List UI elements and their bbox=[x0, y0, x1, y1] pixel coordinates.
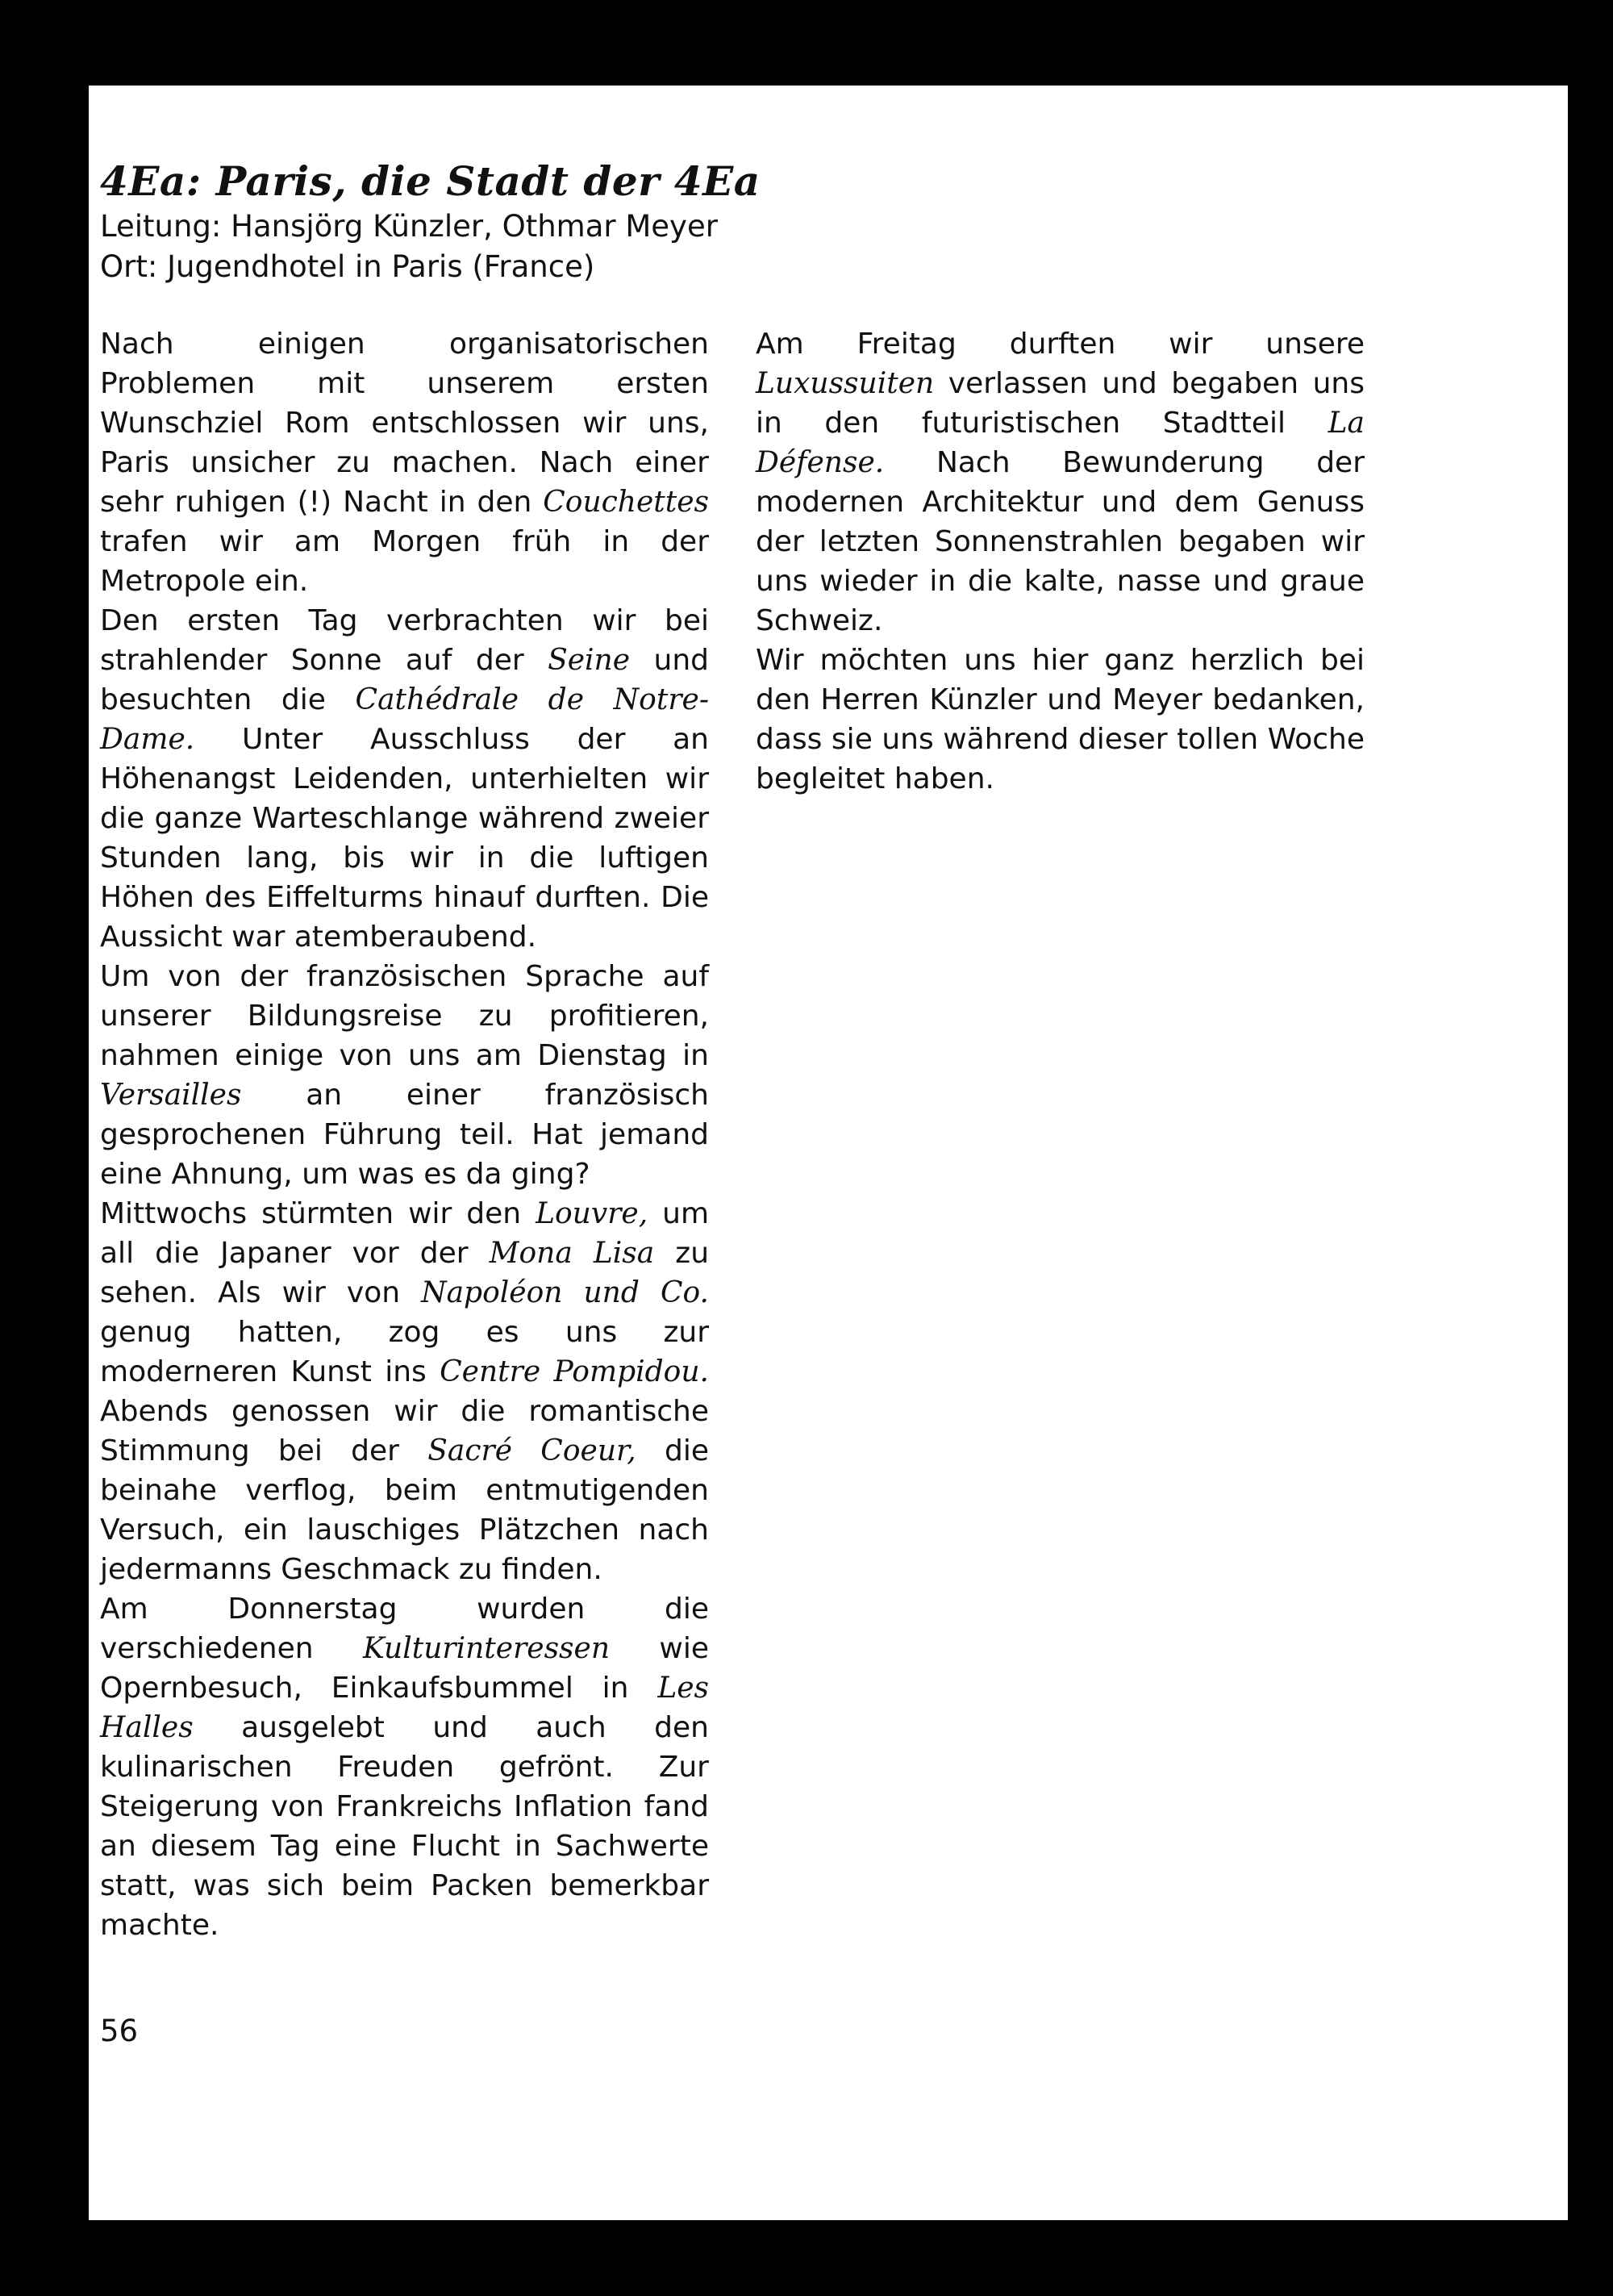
text-run: Um von der französischen Sprache auf unserer Bildungsreise zu profitieren, nahmen einige von uns am Dienstag in bbox=[100, 960, 709, 1072]
paragraph-arrival bbox=[100, 324, 709, 601]
left-column bbox=[100, 324, 709, 1945]
paragraph-friday bbox=[756, 324, 1365, 641]
emphasis: Sacré Coeur, bbox=[427, 1434, 636, 1467]
text-run: Wir möchten uns hier ganz herzlich bei den Herren Künzler und Meyer bedanken, dass sie uns während dieser tollen Woche begleitet haben. bbox=[756, 644, 1365, 795]
article-header bbox=[100, 157, 907, 287]
paragraph-thanks bbox=[756, 641, 1365, 799]
text-run: Den ersten Tag verbrachten wir bei strahlender Sonne auf der bbox=[100, 604, 709, 677]
paragraph-tuesday bbox=[100, 957, 709, 1194]
emphasis: Versailles bbox=[100, 1079, 242, 1112]
emphasis: Louvre, bbox=[536, 1197, 648, 1230]
leitung-line: Leitung: Hansjörg Künzler, Othmar Meyer bbox=[100, 209, 718, 244]
ort-line: Ort: Jugendhotel in Paris (France) bbox=[100, 249, 595, 284]
emphasis: Cathédrale de Notre-Dame. bbox=[100, 683, 709, 756]
emphasis: Couchettes bbox=[543, 486, 709, 519]
article-title: 4Ea: Paris, die Stadt der 4Ea bbox=[100, 157, 761, 205]
text-run: verlassen und begaben uns in den futuristischen Stadtteil bbox=[756, 367, 1365, 440]
emphasis: Seine bbox=[548, 644, 631, 677]
text-run: um all die Japaner vor der bbox=[100, 1197, 710, 1270]
right-column bbox=[756, 324, 1365, 799]
emphasis: Centre Pompidou. bbox=[440, 1355, 709, 1388]
text-run: Nach einigen organisatorischen Problemen mit unserem ersten Wunschziel Rom entschlossen wir uns, Paris unsicher zu machen. Nach einer sehr ruhigen (!) Nacht in den bbox=[100, 328, 709, 519]
text-run: Am Freitag durften wir unsere bbox=[756, 328, 1365, 361]
text-run: wie Opernbesuch, Einkaufsbummel in bbox=[100, 1632, 709, 1705]
text-run: ausgelebt und auch den kulinarischen Freuden gefrönt. Zur Steigerung von Frankreichs Inflation fand an diesem Tag eine Flucht in Sachwerte statt, was sich beim Packen bemerkbar machte. bbox=[100, 1711, 709, 1942]
text-run: trafen wir am Morgen früh in der Metropole ein. bbox=[100, 525, 709, 598]
emphasis: Les Halles bbox=[100, 1672, 709, 1744]
paragraph-thursday bbox=[100, 1589, 709, 1945]
text-run: Am Donnerstag wurden die verschiedenen bbox=[100, 1593, 709, 1665]
text-run: und besuchten die bbox=[100, 644, 709, 716]
emphasis: La Défense. bbox=[756, 407, 1365, 479]
paragraph-wednesday bbox=[100, 1194, 709, 1589]
emphasis: Luxussuiten bbox=[756, 367, 935, 400]
text-run: Nach Bewunderung der modernen Architektur und dem Genuss der letzten Sonnenstrahlen begaben wir uns wieder in die kalte, nasse und graue Schweiz. bbox=[756, 446, 1365, 637]
text-run: die beinahe verflog, beim entmutigenden Versuch, ein lauschiges Plätzchen nach jedermanns Geschmack zu finden. bbox=[100, 1434, 709, 1586]
text-run: an einer französisch gesprochenen Führung teil. Hat jemand eine Ahnung, um was es da ging? bbox=[100, 1079, 709, 1191]
text-run: Abends genossen wir die romantische Stimmung bei der bbox=[100, 1395, 709, 1467]
page-number: 56 bbox=[100, 2014, 139, 2048]
emphasis: Kulturinteressen bbox=[362, 1632, 611, 1665]
emphasis: Napoléon und Co. bbox=[421, 1276, 709, 1309]
text-run: Unter Ausschluss der an Höhenangst Leidenden, unterhielten wir die ganze Warteschlange während zweier Stunden lang, bis wir in die luftigen Höhen des Eiffelturms hinauf durften. Die Aussicht war atemberaubend. bbox=[100, 723, 709, 954]
text-run: Mittwochs stürmten wir den bbox=[100, 1197, 536, 1230]
paragraph-first-day bbox=[100, 601, 709, 957]
text-run: genug hatten, zog es uns zur moderneren Kunst ins bbox=[100, 1316, 709, 1388]
text-run: zu sehen. Als wir von bbox=[100, 1237, 710, 1309]
emphasis: Mona Lisa bbox=[489, 1237, 655, 1270]
